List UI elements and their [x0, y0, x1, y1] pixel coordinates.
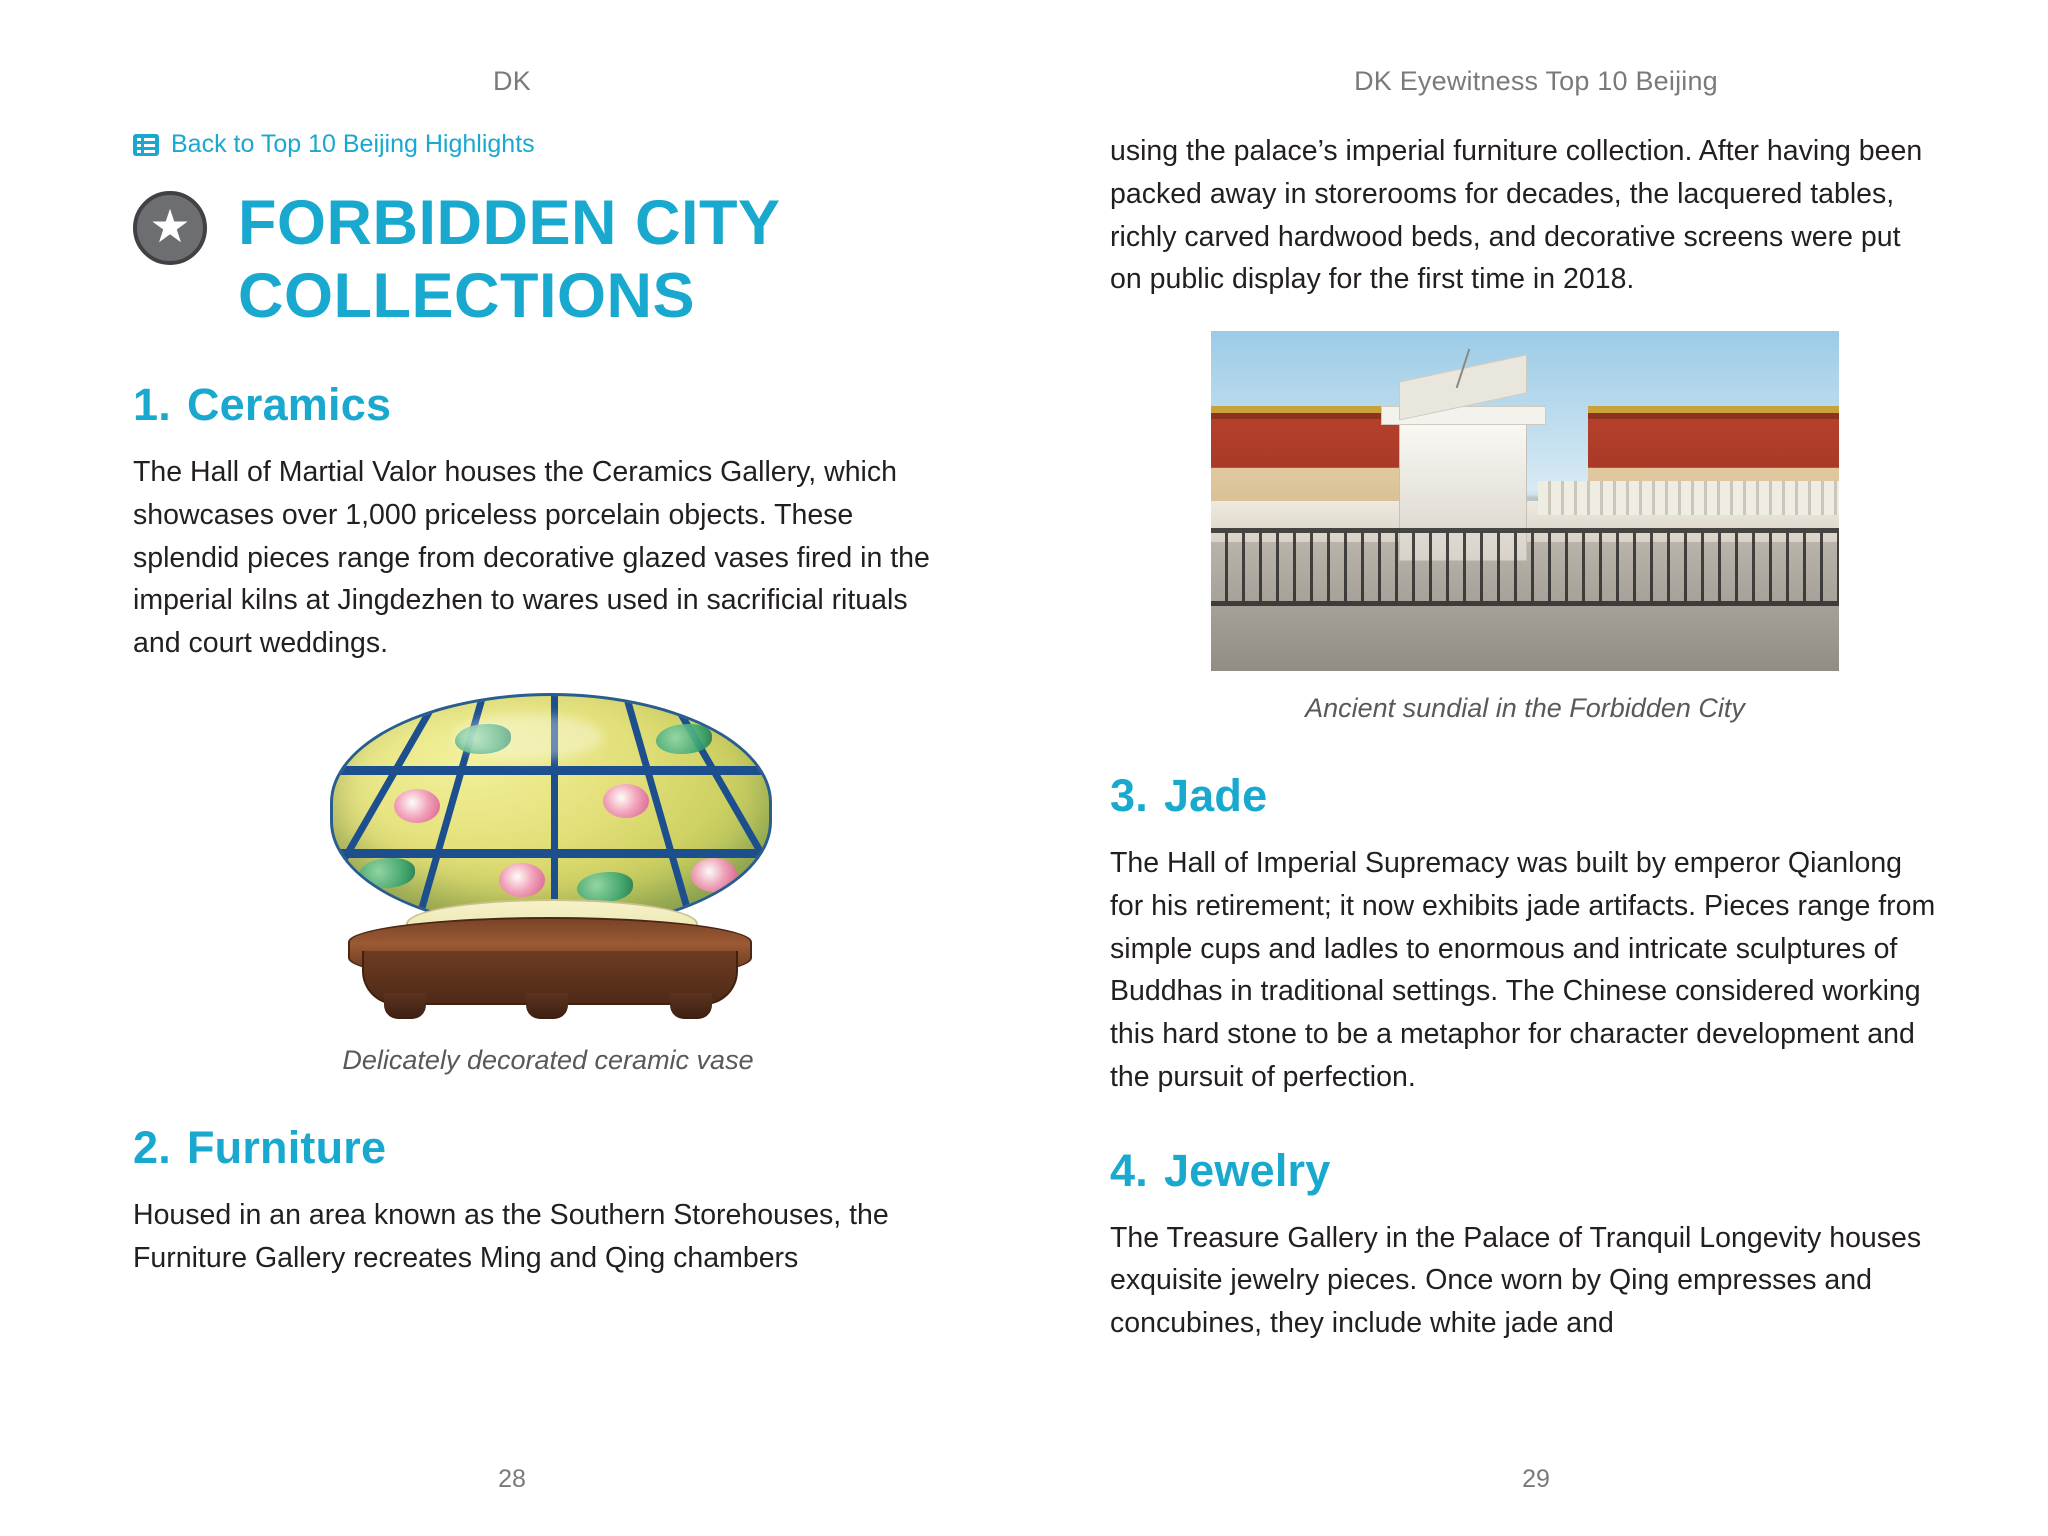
vase-body [330, 693, 772, 931]
vase-stand-leg [526, 993, 568, 1019]
right-column [1110, 130, 1940, 1351]
section-paragraph-jewelry: The Treasure Gallery in the Palace of Tranquil Longevity houses exquisite jewelry pieces. Once worn by Qing empresses and concubines, they include white jade and [1110, 1221, 1922, 1339]
continued-paragraph: using the palace’s imperial furniture collection. After having been packed away in storerooms for decades, the lacquered tables, richly carved hardwood beds, and decorative screens were put on public display for the first time in 2018. [1110, 135, 1923, 296]
section-label: Furniture [186, 1121, 387, 1173]
star-glyph: ★ [149, 200, 191, 252]
section-heading-furniture [133, 1122, 963, 1174]
figure-caption-sundial: Ancient sundial in the Forbidden City [1305, 693, 1745, 723]
vase-stand-leg [384, 993, 426, 1019]
section-number: 3. [1110, 770, 1148, 821]
section-paragraph-furniture: Housed in an area known as the Southern Storehouses, the Furniture Gallery recreates Ming and Qing chambers [133, 1198, 889, 1274]
page-number-right: 29 [1522, 1465, 1550, 1493]
ceramic-vase-illustration [288, 693, 808, 1023]
section-number: 2. [133, 1121, 171, 1173]
section-heading-jewelry [1110, 1145, 1940, 1197]
section-number: 1. [133, 379, 171, 431]
section-heading-ceramics [133, 379, 963, 431]
back-link-label: Back to Top 10 Beijing Highlights [171, 130, 535, 158]
vase-stand-leg [670, 993, 712, 1019]
section-label: Jade [1163, 770, 1268, 821]
section-label: Jewelry [1163, 1144, 1331, 1196]
section-label: Ceramics [186, 379, 392, 431]
section-paragraph-jade: The Hall of Imperial Supremacy was built by emperor Qianlong for his retirement; it now exhibits jade artifacts. Pieces range from simple cups and ladles to enormous and intricate sculptures of Buddhas in traditional settings. The Chinese considered working this hard stone to be a metaphor for character development and the pursuit of perfection. [1110, 847, 1936, 1093]
page-title-block [133, 187, 963, 333]
figure-sundial [1110, 331, 1940, 724]
sundial-photo [1211, 331, 1839, 671]
running-head-left: DK [493, 66, 531, 96]
back-to-highlights-link[interactable] [133, 130, 963, 159]
section-number: 4. [1110, 1144, 1148, 1196]
running-head-right: DK Eyewitness Top 10 Beijing [1354, 66, 1718, 96]
page-number-left: 28 [498, 1465, 526, 1493]
page-title: FORBIDDEN CITY COLLECTIONS [238, 188, 780, 332]
figure-caption-vase: Delicately decorated ceramic vase [342, 1044, 754, 1075]
section-heading-jade [1110, 770, 1940, 822]
list-icon [133, 134, 159, 156]
left-column [133, 130, 963, 1285]
section-paragraph-ceramics: The Hall of Martial Valor houses the Ceramics Gallery, which showcases over 1,000 priceless porcelain objects. These splendid pieces range from decorative glazed vases fired in the imperial kilns at Jingdezhen to wares used in sacrificial rituals and court weddings. [133, 456, 930, 660]
figure-ceramic-vase [133, 693, 963, 1076]
star-icon [133, 191, 207, 265]
